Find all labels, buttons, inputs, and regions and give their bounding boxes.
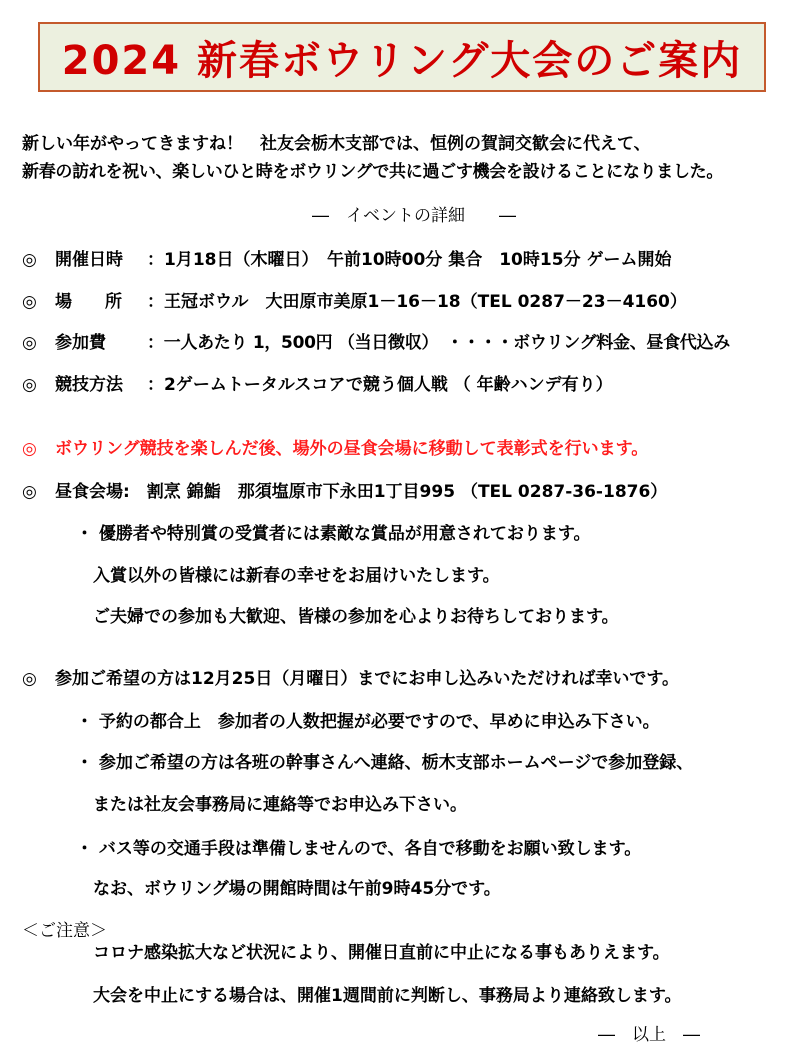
detail-label-venue: 場 所 [55,292,130,312]
lunch-venue: 昼食会場: 割烹 錦鮨 那須塩原市下永田1丁目995 （TEL 0287-36-1876） [55,482,668,502]
intro-line-2: 新春の訪れを祝い、楽しいひと時をボウリングで共に過ごす機会を設けることになりました。 [22,162,724,182]
detail-mark-fee: ◎ [22,333,37,353]
lunch-note-3: ご夫婦での参加も大歓迎、皆様の参加を心よりお待ちしております。 [93,607,619,627]
detail-label-date: 開催日時 [55,250,123,270]
title-banner [38,22,766,92]
detail-label-fee: 参加費 [55,333,106,353]
highlight-text: ボウリング競技を楽しんだ後、場外の昼食会場に移動して表彰式を行います。 [55,439,649,459]
application-note-4: ・ バス等の交通手段は準備しませんので、各自で移動をお願い致します。 [76,839,642,859]
application-note-5: なお、ボウリング場の開館時間は午前9時45分です。 [93,879,501,899]
detail-value-venue: ：王冠ボウル 大田原市美原1－16－18（TEL 0287－23－4160） [147,292,687,312]
page-title: 2024 新春ボウリング大会のご案内 [61,37,743,84]
caution-heading: ＜ご注意＞ [22,921,107,941]
detail-value-format: ：2ゲームトータルスコアで競う個人戦 （ 年齢ハンデ有り） [147,375,613,395]
detail-mark-format: ◎ [22,375,37,395]
detail-value-date: ：1月18日（木曜日） 午前10時00分 集合 10時15分 ゲーム開始 [147,250,672,270]
highlight-mark: ◎ [22,439,37,459]
intro-line-1: 新しい年がやってきますね！ 社友会栃木支部では、恒例の賀詞交歓会に代えて、 [22,134,651,154]
detail-value-fee: ：一人あたり 1，500円 （当日徴収） ・・・・ボウリング料金、昼食代込み [147,333,730,353]
application-deadline: 参加ご希望の方は12月25日（月曜日）までにお申し込みいただければ幸いです。 [55,669,679,689]
closing-mark: ― 以上 ― [598,1025,700,1045]
application-note-3: または社友会事務局に連絡等でお申込み下さい。 [93,795,467,815]
detail-label-format: 競技方法 [55,375,123,395]
lunch-note-2: 入賞以外の皆様には新春の幸せをお届けいたします。 [93,566,500,586]
application-note-1: ・ 予約の都合上 参加者の人数把握が必要ですので、早めに申込み下さい。 [76,712,660,732]
lunch-mark: ◎ [22,482,37,502]
lunch-note-1: ・ 優勝者や特別賞の受賞者には素敵な賞品が用意されております。 [76,524,591,544]
application-mark: ◎ [22,669,37,689]
detail-mark-date: ◎ [22,250,37,270]
caution-note-2: 大会を中止にする場合は、開催1週間前に判断し、事務局より連絡致します。 [93,986,682,1006]
caution-note-1: コロナ感染拡大など状況により、開催日直前に中止になる事もありえます。 [93,943,670,963]
detail-mark-venue: ◎ [22,292,37,312]
application-note-2: ・ 参加ご希望の方は各班の幹事さんへ連絡、栃木支部ホームページで参加登録、 [76,753,694,773]
details-heading: ― イベントの詳細 ― [312,206,516,226]
